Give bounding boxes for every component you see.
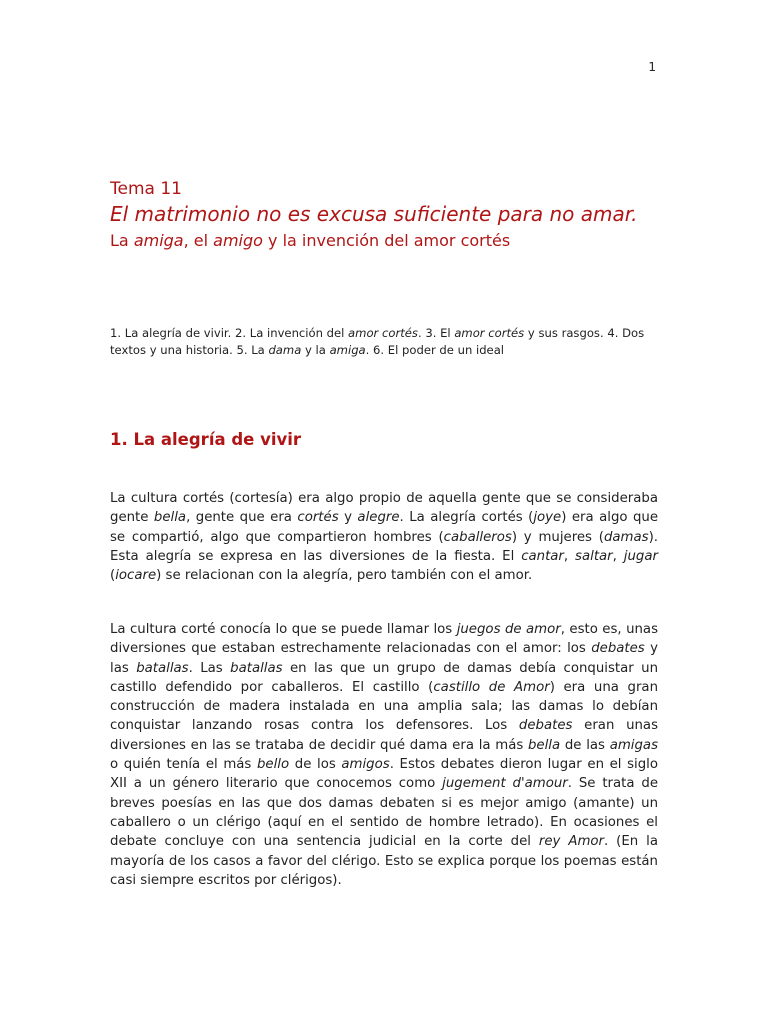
text-run: 1. La alegría de vivir. 2. La invención del bbox=[110, 326, 349, 340]
italic-text: saltar bbox=[575, 548, 613, 564]
text-run: y las bbox=[110, 641, 658, 676]
italic-text: alegre bbox=[357, 510, 400, 526]
italic-text: batallas bbox=[136, 660, 189, 676]
italic-text: bella bbox=[153, 510, 187, 526]
italic-text: jugar bbox=[623, 548, 658, 564]
text-run: , esto es, unas diversiones que estaban estrechamente relacionadas con el amor: los bbox=[110, 622, 659, 657]
chapter-title: El matrimonio no es excusa suficiente para no amar. bbox=[110, 202, 638, 226]
chapter-header bbox=[110, 178, 670, 254]
italic-text: joye bbox=[533, 510, 562, 526]
italic-text: cortés bbox=[297, 510, 339, 526]
text-run: , gente que era bbox=[186, 510, 298, 526]
text-run: de los bbox=[289, 757, 342, 773]
italic-text: juegos de amor bbox=[456, 622, 561, 637]
italic-text: bella bbox=[527, 737, 561, 753]
text-run: en las que un grupo de damas debía conquistar un castillo defendido por caballeros. El castillo ( bbox=[110, 660, 659, 695]
body-paragraph bbox=[110, 489, 658, 585]
italic-text: batallas bbox=[230, 660, 283, 676]
italic-text: amor cortés bbox=[454, 326, 525, 340]
italic-text: castillo de Amor bbox=[433, 679, 550, 695]
text-run: ) era una gran construcción de madera instalada en una amplia sala; las damas lo debían conquistar lanzando rosas contra los defensores. Los bbox=[110, 679, 659, 734]
text-run: . Se trata de breves poesías en las que dos damas debaten si es mejor amigo (amante) un caballero o un clérigo (aquí en el sentido de hombre letrado). En ocasiones el debate concluye con una sentencia judicial en la corte del bbox=[110, 776, 658, 850]
page-number: 1 bbox=[648, 60, 656, 74]
chapter-number: Tema 11 bbox=[110, 179, 182, 199]
italic-text: iocare bbox=[115, 568, 157, 584]
italic-text: dama bbox=[268, 343, 302, 357]
text-run: La cultura corté conocía lo que se puede llamar los bbox=[110, 622, 457, 637]
text-run: ) y mujeres ( bbox=[511, 529, 604, 545]
italic-text: amigas bbox=[609, 737, 658, 753]
italic-text: debates bbox=[591, 641, 645, 657]
italic-text: amor cortés bbox=[348, 326, 418, 340]
text-run: ) se relacionan con la alegría, pero también con el amor. bbox=[156, 568, 533, 584]
italic-text: debates bbox=[518, 718, 573, 734]
text-run: y sus rasgos. 4. Dos textos y una historia. 5. La bbox=[110, 326, 645, 357]
italic-text: amigo bbox=[213, 231, 263, 250]
text-run: , el bbox=[183, 231, 214, 250]
text-run: . Estos debates dieron lugar en el siglo XII a un género literario que conocemos como bbox=[110, 757, 659, 792]
text-run: . (En la mayoría de los casos a favor del clérigo. Esto se explica porque los poemas están casi siempre escritos por clérigos). bbox=[110, 834, 658, 888]
table-of-contents bbox=[110, 325, 662, 359]
text-run: eran unas diversiones en las se trataba de decidir qué dama era la más bbox=[110, 718, 659, 753]
italic-text: jugement d'amour bbox=[442, 776, 568, 792]
text-run: . 6. El poder de un ideal bbox=[365, 343, 505, 357]
text-run: . Las bbox=[188, 660, 231, 676]
text-run: y la invención del amor cortés bbox=[262, 231, 511, 250]
body-paragraph bbox=[110, 620, 658, 890]
italic-text: bello bbox=[256, 757, 290, 773]
italic-text: damas bbox=[603, 529, 649, 545]
text-run: y la bbox=[301, 343, 330, 357]
text-run: o quién tenía el más bbox=[110, 757, 257, 773]
text-run: La bbox=[110, 231, 134, 250]
italic-text: rey Amor bbox=[538, 834, 605, 850]
text-run: ). Esta alegría se expresa en las diversiones de la fiesta. El bbox=[110, 529, 658, 564]
italic-text: amigos bbox=[341, 757, 390, 773]
text-run: y bbox=[338, 510, 358, 526]
text-run: . 3. El bbox=[417, 326, 455, 340]
italic-text: amiga bbox=[133, 231, 184, 250]
chapter-subtitle bbox=[110, 228, 670, 254]
text-run: , bbox=[612, 548, 624, 564]
text-run: de las bbox=[560, 737, 610, 753]
text-run: ( bbox=[110, 568, 116, 584]
text-run: , bbox=[563, 548, 576, 564]
text-run: La cultura cortés (cortesía) era algo propio de aquella gente que se consideraba gente bbox=[110, 491, 658, 526]
italic-text: cantar bbox=[521, 548, 564, 564]
section-heading: 1. La alegría de vivir bbox=[110, 430, 302, 449]
italic-text: caballeros bbox=[443, 529, 512, 545]
text-run: ) era algo que se compartió, algo que compartieron hombres ( bbox=[110, 510, 659, 545]
italic-text: amiga bbox=[329, 343, 366, 357]
text-run: . La alegría cortés ( bbox=[399, 510, 534, 526]
